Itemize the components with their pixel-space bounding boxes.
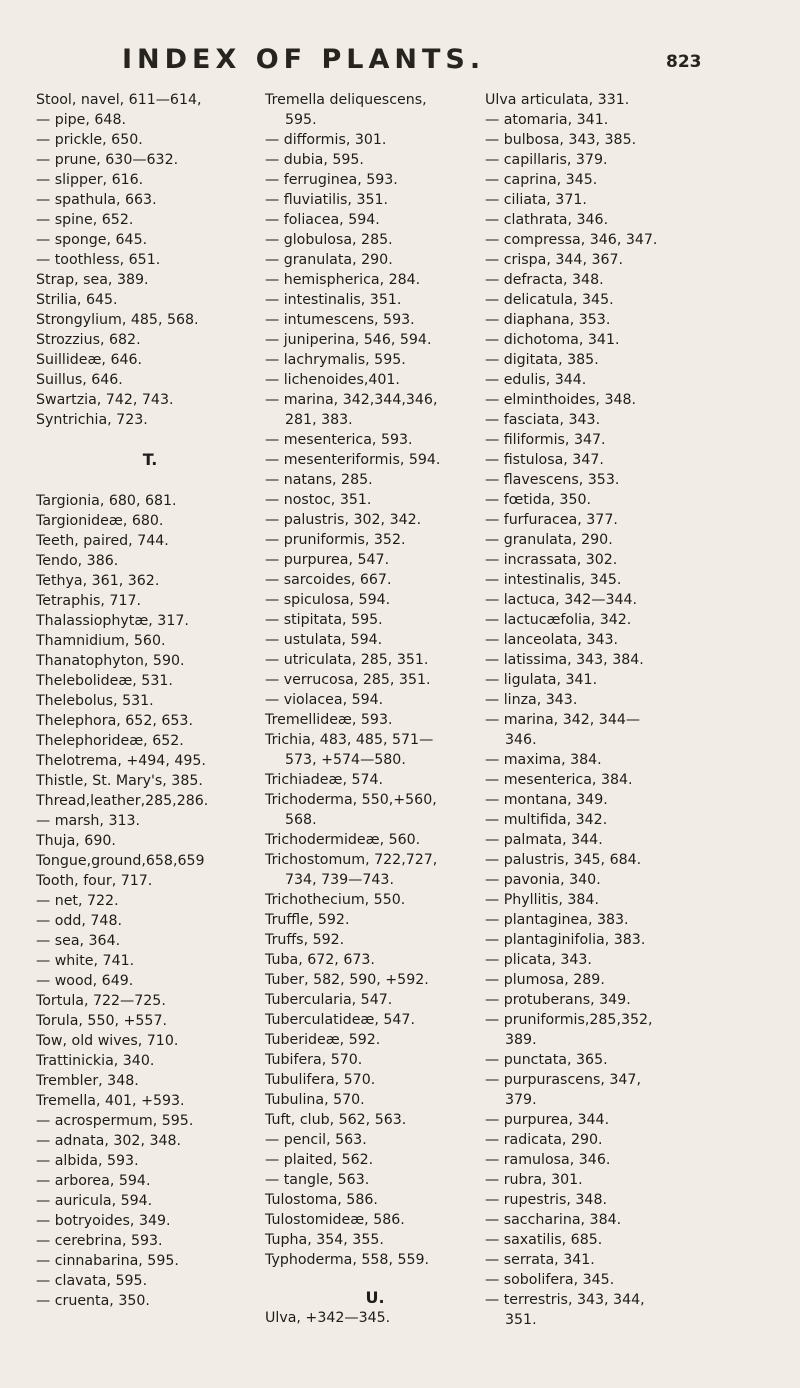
index-entry: — stipitata, 595.: [265, 612, 383, 628]
index-entry: — granulata, 290.: [485, 532, 613, 548]
index-entry: Tow, old wives, 710.: [36, 1033, 179, 1049]
index-entry-continuation: 351.: [505, 1312, 537, 1328]
index-entry: Tremellideæ, 593.: [265, 712, 393, 728]
index-entry: Tortula, 722—725.: [36, 993, 166, 1009]
index-entry: — violacea, 594.: [265, 692, 384, 708]
index-entry: — acrospermum, 595.: [36, 1113, 194, 1129]
index-entry: Tuberideæ, 592.: [265, 1032, 381, 1048]
index-entry: — adnata, 302, 348.: [36, 1133, 182, 1149]
index-entry: Strap, sea, 389.: [36, 272, 149, 288]
index-entry: — auricula, 594.: [36, 1193, 153, 1209]
index-entry: — crispa, 344, 367.: [485, 252, 624, 268]
index-entry: — ferruginea, 593.: [265, 172, 398, 188]
index-entry: Thelephorideæ, 652.: [36, 733, 184, 749]
index-entry: Tremella, 401, +593.: [36, 1093, 185, 1109]
index-entry: — rubra, 301.: [485, 1172, 583, 1188]
index-entry: — palustris, 345, 684.: [485, 852, 642, 868]
index-entry: — protuberans, 349.: [485, 992, 631, 1008]
index-entry: Thanatophyton, 590.: [36, 653, 185, 669]
index-entry: — caprina, 345.: [485, 172, 598, 188]
index-entry: — difformis, 301.: [265, 132, 387, 148]
index-entry: — prune, 630—632.: [36, 152, 179, 168]
index-entry: — juniperina, 546, 594.: [265, 332, 432, 348]
index-entry: Tuber, 582, 590, +592.: [265, 972, 429, 988]
index-entry-continuation: 595.: [285, 112, 317, 128]
index-entry: — compressa, 346, 347.: [485, 232, 658, 248]
index-entry: — mesenterica, 384.: [485, 772, 633, 788]
index-entry: — flavescens, 353.: [485, 472, 620, 488]
index-entry: — nostoc, 351.: [265, 492, 372, 508]
index-entry: Thelotrema, +494, 495.: [36, 753, 206, 769]
index-entry: — ustulata, 594.: [265, 632, 383, 648]
index-entry: Teeth, paired, 744.: [36, 533, 169, 549]
index-entry: — defracta, 348.: [485, 272, 604, 288]
index-entry: — intestinalis, 345.: [485, 572, 622, 588]
index-entry: — spathula, 663.: [36, 192, 157, 208]
index-entry: Stool, navel, 611—614,: [36, 92, 202, 108]
index-entry: Trichothecium, 550.: [265, 892, 406, 908]
index-entry: — Phyllitis, 384.: [485, 892, 599, 908]
index-entry: — saxatilis, 685.: [485, 1232, 603, 1248]
index-entry: — ligulata, 341.: [485, 672, 598, 688]
index-entry: — edulis, 344.: [485, 372, 587, 388]
index-entry: — marina, 342, 344—: [485, 712, 641, 728]
index-entry: Tubifera, 570.: [265, 1052, 363, 1068]
index-entry: Tetraphis, 717.: [36, 593, 142, 609]
index-entry: Thelebolus, 531.: [36, 693, 154, 709]
index-entry: — marsh, 313.: [36, 813, 141, 829]
index-entry: — radicata, 290.: [485, 1132, 603, 1148]
index-entry: — verrucosa, 285, 351.: [265, 672, 431, 688]
index-entry: Tuft, club, 562, 563.: [265, 1112, 407, 1128]
index-entry: — globulosa, 285.: [265, 232, 393, 248]
index-entry: Tulostoma, 586.: [265, 1192, 378, 1208]
index-entry: — filiformis, 347.: [485, 432, 606, 448]
index-entry: — maxima, 384.: [485, 752, 602, 768]
index-entry: Tethya, 361, 362.: [36, 573, 160, 589]
index-entry: — fœtida, 350.: [485, 492, 592, 508]
index-column-3: [485, 90, 713, 1330]
index-entry: — intumescens, 593.: [265, 312, 415, 328]
index-entry: Ulva, +342—345.: [265, 1310, 391, 1326]
index-column-2: [265, 90, 485, 1328]
index-entry: — pruniformis,285,352,: [485, 1012, 653, 1028]
index-entry: Trichoderma, 550,+560,: [265, 792, 437, 808]
index-entry: Thelebolideæ, 531.: [36, 673, 173, 689]
index-entry: — marina, 342,344,346,: [265, 392, 438, 408]
index-entry: — sea, 364.: [36, 933, 121, 949]
index-entry: — plumosa, 289.: [485, 972, 605, 988]
index-entry-continuation: 346.: [505, 732, 537, 748]
index-entry: — arborea, 594.: [36, 1173, 151, 1189]
index-entry: Trichia, 483, 485, 571—: [265, 732, 434, 748]
index-entry: Trichodermideæ, 560.: [265, 832, 421, 848]
index-entry: — pipe, 648.: [36, 112, 126, 128]
index-entry: — purpurea, 344.: [485, 1112, 610, 1128]
index-entry: — fluviatilis, 351.: [265, 192, 389, 208]
index-entry: — linza, 343.: [485, 692, 578, 708]
index-entry: — lichenoides,401.: [265, 372, 400, 388]
index-entry: Tremella deliquescens,: [265, 92, 427, 108]
index-entry-continuation: 379.: [505, 1092, 537, 1108]
index-entry: — odd, 748.: [36, 913, 122, 929]
index-entry: Thistle, St. Mary's, 385.: [36, 773, 203, 789]
index-entry: — punctata, 365.: [485, 1052, 608, 1068]
index-entry: — botryoides, 349.: [36, 1213, 171, 1229]
index-entry: — multifida, 342.: [485, 812, 608, 828]
index-entry: — clavata, 595.: [36, 1273, 148, 1289]
index-entry-continuation: 734, 739—743.: [285, 872, 394, 888]
index-entry: Tubulifera, 570.: [265, 1072, 376, 1088]
index-entry: Tendo, 386.: [36, 553, 119, 569]
index-entry: — plantaginea, 383.: [485, 912, 629, 928]
index-entry-continuation: 389.: [505, 1032, 537, 1048]
index-entry: — mesenterica, 593.: [265, 432, 413, 448]
index-entry: — fistulosa, 347.: [485, 452, 604, 468]
index-entry: Thalassiophytæ, 317.: [36, 613, 189, 629]
index-entry: — wood, 649.: [36, 973, 134, 989]
index-entry: — bulbosa, 343, 385.: [485, 132, 637, 148]
index-entry: — hemispherica, 284.: [265, 272, 421, 288]
index-entry: — prickle, 650.: [36, 132, 143, 148]
index-entry: — purpurascens, 347,: [485, 1072, 641, 1088]
index-entry: — spiculosa, 594.: [265, 592, 391, 608]
index-entry: Tupha, 354, 355.: [265, 1232, 384, 1248]
index-entry: Strongylium, 485, 568.: [36, 312, 199, 328]
page-header: [0, 44, 800, 84]
index-entry-continuation: 573, +574—580.: [285, 752, 406, 768]
index-entry: — utriculata, 285, 351.: [265, 652, 429, 668]
index-entry: Trichiadeæ, 574.: [265, 772, 384, 788]
index-entry: Tuberculatideæ, 547.: [265, 1012, 415, 1028]
index-entry: — cerebrina, 593.: [36, 1233, 163, 1249]
index-entry: — cruenta, 350.: [36, 1293, 150, 1309]
index-entry: — pavonia, 340.: [485, 872, 601, 888]
index-entry: — montana, 349.: [485, 792, 608, 808]
index-entry: — albida, 593.: [36, 1153, 139, 1169]
index-entry: Trichostomum, 722,727,: [265, 852, 438, 868]
index-entry: — pencil, 563.: [265, 1132, 367, 1148]
index-entry: Tuba, 672, 673.: [265, 952, 375, 968]
index-entry-continuation: 568.: [285, 812, 317, 828]
index-entry: — terrestris, 343, 344,: [485, 1292, 645, 1308]
index-entry: — slipper, 616.: [36, 172, 144, 188]
index-entry: Thread,leather,285,286.: [36, 793, 209, 809]
index-entry: — latissima, 343, 384.: [485, 652, 644, 668]
page-number: 823: [666, 52, 702, 72]
index-entry: Trattinickia, 340.: [36, 1053, 155, 1069]
index-entry: — furfuracea, 377.: [485, 512, 618, 528]
section-letter: U.: [365, 1288, 385, 1307]
index-entry: Thuja, 690.: [36, 833, 116, 849]
index-entry: — sobolifera, 345.: [485, 1272, 615, 1288]
index-entry: Tulostomideæ, 586.: [265, 1212, 405, 1228]
index-entry: — lactuca, 342—344.: [485, 592, 638, 608]
index-entry: — spine, 652.: [36, 212, 134, 228]
index-entry: Trembler, 348.: [36, 1073, 139, 1089]
index-entry: — ciliata, 371.: [485, 192, 587, 208]
index-entry: — plaited, 562.: [265, 1152, 374, 1168]
index-entry: — mesenteriformis, 594.: [265, 452, 441, 468]
index-entry: — tangle, 563.: [265, 1172, 370, 1188]
index-entry: — clathrata, 346.: [485, 212, 609, 228]
index-entry: Truffs, 592.: [265, 932, 345, 948]
index-entry: Truffle, 592.: [265, 912, 350, 928]
index-entry: — diaphana, 353.: [485, 312, 611, 328]
index-entry: — net, 722.: [36, 893, 119, 909]
index-entry: Tubercularia, 547.: [265, 992, 393, 1008]
index-entry: — white, 741.: [36, 953, 135, 969]
index-entry: — natans, 285.: [265, 472, 373, 488]
index-entry: — capillaris, 379.: [485, 152, 608, 168]
index-entry: Tooth, four, 717.: [36, 873, 153, 889]
index-entry: — rupestris, 348.: [485, 1192, 607, 1208]
index-entry: Tongue,ground,658,659: [36, 853, 205, 869]
index-entry: — dichotoma, 341.: [485, 332, 620, 348]
index-entry: — delicatula, 345.: [485, 292, 614, 308]
index-entry: — sarcoides, 667.: [265, 572, 392, 588]
index-entry: — lactucæfolia, 342.: [485, 612, 632, 628]
index-entry: — intestinalis, 351.: [265, 292, 402, 308]
index-entry: — cinnabarina, 595.: [36, 1253, 179, 1269]
index-entry: Strilia, 645.: [36, 292, 118, 308]
index-entry-continuation: 281, 383.: [285, 412, 353, 428]
index-entry: Syntrichia, 723.: [36, 412, 148, 428]
index-entry: Strozzius, 682.: [36, 332, 141, 348]
index-entry: Targionideæ, 680.: [36, 513, 164, 529]
index-entry: Ulva articulata, 331.: [485, 92, 630, 108]
index-entry: Suillus, 646.: [36, 372, 123, 388]
index-entry: — atomaria, 341.: [485, 112, 609, 128]
index-entry: — serrata, 341.: [485, 1252, 595, 1268]
section-letter: T.: [142, 450, 158, 469]
index-entry: — fasciata, 343.: [485, 412, 601, 428]
index-entry: Thamnidium, 560.: [36, 633, 166, 649]
index-entry: — purpurea, 547.: [265, 552, 390, 568]
index-entry: — lanceolata, 343.: [485, 632, 619, 648]
index-entry: — saccharina, 384.: [485, 1212, 622, 1228]
index-entry: — incrassata, 302.: [485, 552, 618, 568]
index-entry: — granulata, 290.: [265, 252, 393, 268]
index-entry: — dubia, 595.: [265, 152, 364, 168]
index-entry: Suillideæ, 646.: [36, 352, 143, 368]
index-entry: — palustris, 302, 342.: [265, 512, 422, 528]
index-entry: — plicata, 343.: [485, 952, 592, 968]
index-entry: — toothless, 651.: [36, 252, 161, 268]
index-entry: Tubulina, 570.: [265, 1092, 365, 1108]
index-entry: Swartzia, 742, 743.: [36, 392, 174, 408]
index-entry: — lachrymalis, 595.: [265, 352, 406, 368]
index-entry: — sponge, 645.: [36, 232, 148, 248]
index-entry: — pruniformis, 352.: [265, 532, 406, 548]
page-title: INDEX OF PLANTS.: [122, 44, 486, 75]
index-entry: — foliacea, 594.: [265, 212, 380, 228]
index-entry: — digitata, 385.: [485, 352, 599, 368]
index-entry: Thelephora, 652, 653.: [36, 713, 193, 729]
index-entry: Typhoderma, 558, 559.: [265, 1252, 430, 1268]
index-entry: — elminthoides, 348.: [485, 392, 637, 408]
index-entry: Torula, 550, +557.: [36, 1013, 167, 1029]
index-entry: — ramulosa, 346.: [485, 1152, 611, 1168]
index-entry: — plantaginifolia, 383.: [485, 932, 646, 948]
index-column-1: [36, 90, 264, 1311]
index-entry: Targionia, 680, 681.: [36, 493, 177, 509]
index-entry: — palmata, 344.: [485, 832, 603, 848]
